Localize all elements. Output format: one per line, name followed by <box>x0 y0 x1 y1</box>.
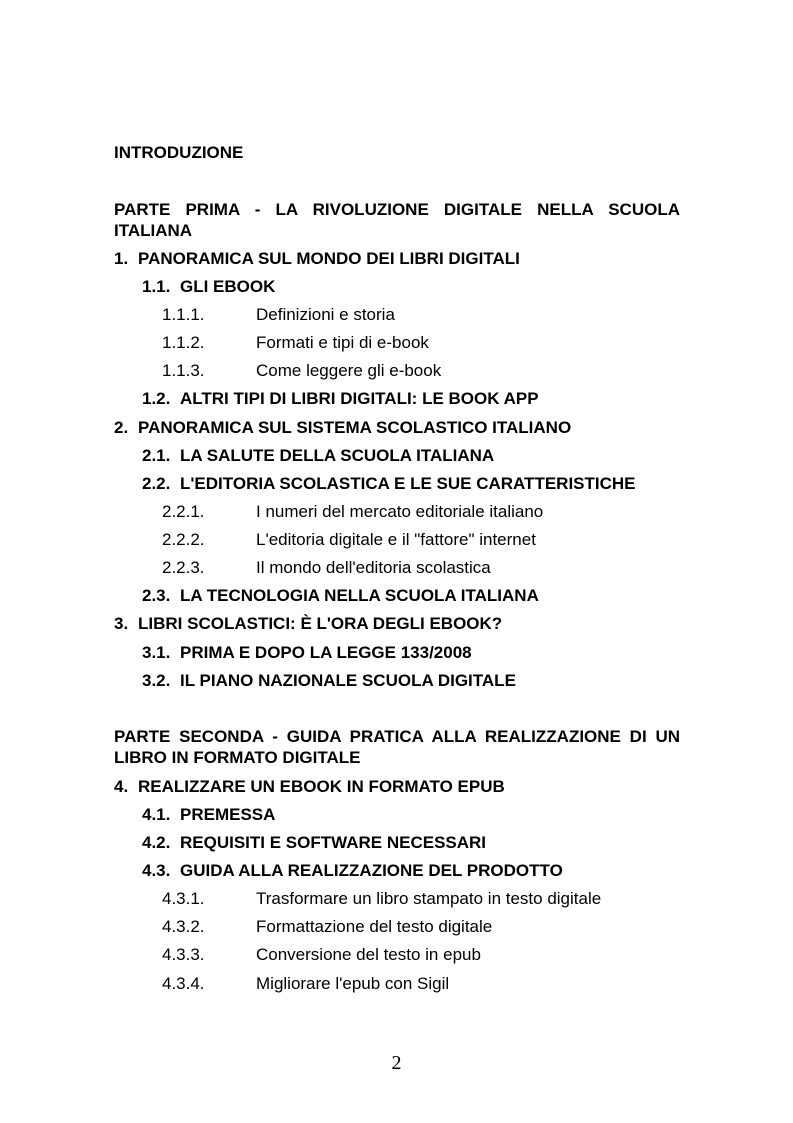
toc-section-2-2 <box>142 474 636 494</box>
toc-number: 1. <box>114 249 129 268</box>
toc-title: Conversione del testo in epub <box>256 945 481 964</box>
toc-section-4-1 <box>142 805 275 825</box>
toc-section-4-3 <box>142 861 563 881</box>
toc-number: 3.1. <box>142 643 171 662</box>
toc-subsection-4-3-4 <box>162 974 449 994</box>
toc-subsection-1-1-1 <box>162 305 395 325</box>
toc-number: 1.2. <box>142 389 171 408</box>
toc-title: Migliorare l'epub con Sigil <box>256 974 450 993</box>
toc-subsection-1-1-3 <box>162 361 441 381</box>
toc-section-4-2 <box>142 833 486 853</box>
toc-title: PREMESSA <box>180 805 276 824</box>
toc-title: REALIZZARE UN EBOOK IN FORMATO EPUB <box>138 777 505 796</box>
toc-title: GUIDA ALLA REALIZZAZIONE DEL PRODOTTO <box>180 861 563 880</box>
toc-title: Formattazione del testo digitale <box>256 917 493 936</box>
toc-number: 4. <box>114 777 129 796</box>
toc-subsection-1-1-2 <box>162 333 429 353</box>
toc-title: ALTRI TIPI DI LIBRI DIGITALI: LE BOOK APP <box>180 389 539 408</box>
toc-number: 4.2. <box>142 833 171 852</box>
toc-title: PANORAMICA SUL MONDO DEI LIBRI DIGITALI <box>138 249 520 268</box>
toc-number: 2.2.1. <box>162 502 205 521</box>
toc-subsection-2-2-3 <box>162 558 491 578</box>
toc-number: 3.2. <box>142 671 171 690</box>
page-number: 2 <box>391 1052 402 1074</box>
toc-section-1-1 <box>142 277 275 297</box>
toc-section-2-3 <box>142 586 539 606</box>
toc-title: Formati e tipi di e-book <box>256 333 429 352</box>
toc-introduction-title: INTRODUZIONE <box>114 143 244 162</box>
toc-chapter-2 <box>114 418 571 438</box>
toc-number: 4.1. <box>142 805 171 824</box>
toc-subsection-4-3-3 <box>162 945 481 965</box>
toc-title: REQUISITI E SOFTWARE NECESSARI <box>180 833 487 852</box>
toc-part-one-heading: PARTE PRIMA - LA RIVOLUZIONE DIGITALE NELLA SCUOLA ITALIANA <box>114 200 680 240</box>
toc-section-1-2 <box>142 389 539 409</box>
toc-subsection-4-3-1 <box>162 889 601 909</box>
toc-number: 1.1.2. <box>162 333 205 352</box>
toc-number: 2.3. <box>142 586 171 605</box>
toc-title: PANORAMICA SUL SISTEMA SCOLASTICO ITALIANO <box>138 418 572 437</box>
toc-title: L'editoria digitale e il "fattore" internet <box>256 530 536 549</box>
toc-subsection-2-2-1 <box>162 502 543 522</box>
toc-title: I numeri del mercato editoriale italiano <box>256 502 544 521</box>
toc-number: 4.3.3. <box>162 945 205 964</box>
toc-number: 4.3.2. <box>162 917 205 936</box>
toc-section-3-2 <box>142 671 516 691</box>
toc-number: 1.1. <box>142 277 171 296</box>
toc-title: Definizioni e storia <box>256 305 395 324</box>
toc-subsection-4-3-2 <box>162 917 492 937</box>
toc-number: 1.1.1. <box>162 305 205 324</box>
toc-title: Trasformare un libro stampato in testo digitale <box>256 889 602 908</box>
toc-number: 4.3.1. <box>162 889 205 908</box>
toc-title: LA TECNOLOGIA NELLA SCUOLA ITALIANA <box>180 586 539 605</box>
toc-number: 2. <box>114 418 129 437</box>
toc-number: 4.3. <box>142 861 171 880</box>
toc-chapter-1 <box>114 249 520 269</box>
toc-number: 1.1.3. <box>162 361 205 380</box>
toc-chapter-3 <box>114 614 502 634</box>
toc-number: 2.1. <box>142 446 171 465</box>
toc-title: Come leggere gli e-book <box>256 361 442 380</box>
toc-introduction <box>114 143 243 163</box>
toc-section-3-1 <box>142 643 472 663</box>
toc-title: IL PIANO NAZIONALE SCUOLA DIGITALE <box>180 671 516 690</box>
toc-title: GLI EBOOK <box>180 277 276 296</box>
toc-number: 4.3.4. <box>162 974 205 993</box>
toc-title: Il mondo dell'editoria scolastica <box>256 558 491 577</box>
toc-title: LIBRI SCOLASTICI: È L'ORA DEGLI EBOOK? <box>138 614 503 633</box>
toc-subsection-2-2-2 <box>162 530 536 550</box>
toc-number: 3. <box>114 614 129 633</box>
toc-title: LA SALUTE DELLA SCUOLA ITALIANA <box>180 446 495 465</box>
toc-number: 2.2.2. <box>162 530 205 549</box>
toc-section-2-1 <box>142 446 494 466</box>
toc-title: L'EDITORIA SCOLASTICA E LE SUE CARATTERISTICHE <box>180 474 636 493</box>
toc-number: 2.2. <box>142 474 171 493</box>
toc-number: 2.2.3. <box>162 558 205 577</box>
toc-chapter-4 <box>114 777 505 797</box>
toc-part-two-heading: PARTE SECONDA - GUIDA PRATICA ALLA REALIZZAZIONE DI UN LIBRO IN FORMATO DIGITALE <box>114 727 680 767</box>
toc-title: PRIMA E DOPO LA LEGGE 133/2008 <box>180 643 472 662</box>
